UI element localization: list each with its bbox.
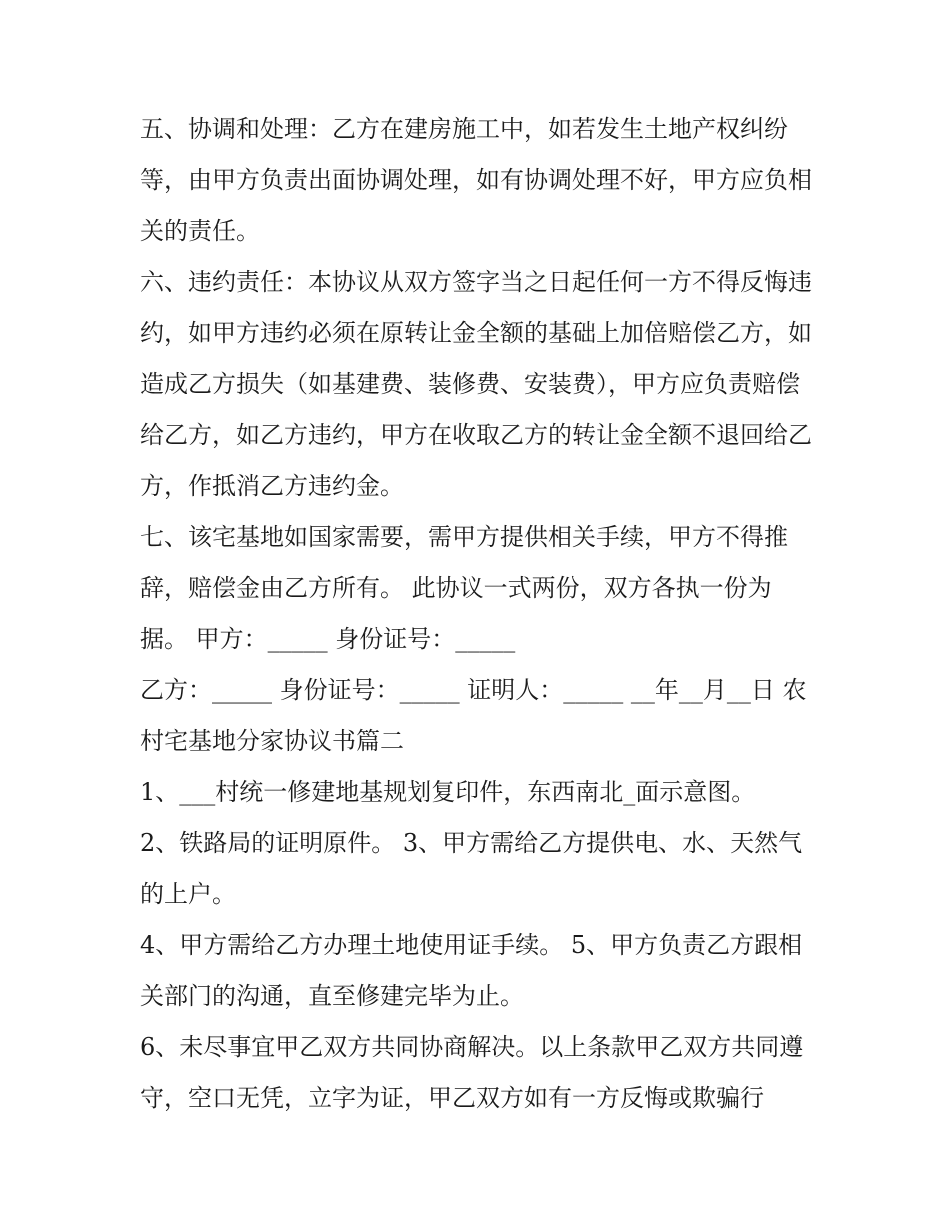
paragraph-6-breach-liability: 六、违约责任：本协议从双方签字当之日起任何一方不得反悔违约，如甲方违约必须在原转让金全额的基础上加倍赔偿乙方，如造成乙方损失（如基建费、装修费、安装费），甲方应负责赔偿给乙方，如乙方违约，甲方在收取乙方的转让金全额不退回给乙方，作抵消乙方违约金。 — [140, 268, 812, 500]
paragraph-7-land-requisition: 七、该宅基地如国家需要，需甲方提供相关手续，甲方不得推辞，赔偿金由乙方所有。 此协议一式两份，双方各执一份为据。 甲方：_____ 身份证号：_____ — [140, 523, 788, 653]
list-item-6: 6、未尽事宜甲乙双方共同协商解决。以上条款甲乙双方共同遵守，空口无凭，立字为证，甲乙双方如有一方反悔或欺骗行 — [140, 1033, 804, 1112]
paragraph-5-coordination: 五、协调和处理：乙方在建房施工中，如若发生土地产权纠纷等，由甲方负责出面协调处理，如有协调处理不好，甲方应负相关的责任。 — [140, 115, 812, 245]
list-item-2-3: 2、铁路局的证明原件。 3、甲方需给乙方提供电、水、天然气的上户。 — [140, 829, 803, 908]
document-body — [140, 104, 812, 1124]
list-item-4-5: 4、甲方需给乙方办理土地使用证手续。 5、甲方负责乙方跟相关部门的沟通，直至修建完毕为止。 — [140, 931, 803, 1010]
paragraph-signature-line: 乙方：_____ 身份证号：_____ 证明人：_____ __年__月__日 农村宅基地分家协议书篇二 — [140, 676, 807, 755]
list-item-1: 1、___村统一修建地基规划复印件，东西南北_面示意图。 — [140, 778, 756, 806]
